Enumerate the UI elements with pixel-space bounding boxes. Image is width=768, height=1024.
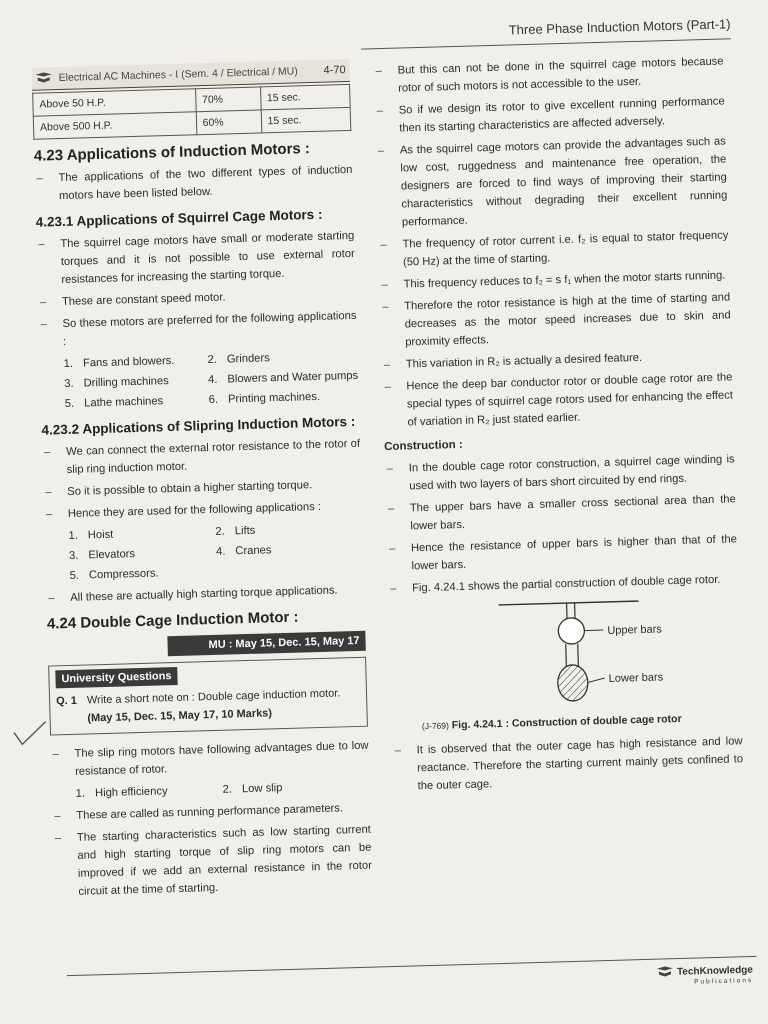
university-questions-box [48, 657, 368, 736]
table-cell: 70% [195, 87, 261, 112]
table-cell: 60% [196, 110, 262, 135]
pen-tick-mark [10, 718, 51, 749]
numbered-item: 1. Hoist [68, 528, 114, 542]
list-item: – It is observed that the outer cage has high resistance and low reactance. Therefore the starting current mainly gets confined to the outer cage. [392, 732, 743, 796]
publisher-brand [656, 964, 753, 989]
rotor-diagram [389, 594, 742, 714]
bullet-list [392, 732, 743, 796]
list-item: – These are constant speed motor. [38, 285, 356, 312]
list-item: – Hence the deep bar conductor rotor or double cage rotor are the special types of squirrel cage rotors used for enhancing the effect of variation in R₂ just stated earlier. [382, 368, 733, 432]
list-item: – The upper bars have a smaller cross sectional area than the lower bars. [386, 490, 737, 536]
mu-exam-badge: MU : May 15, Dec. 15, May 17 [167, 631, 365, 657]
chapter-title: Electrical AC Machines - I (Sem. 4 / Electrical / MU) [58, 65, 298, 85]
bullet-list [373, 52, 733, 432]
table-cell: Above 50 H.P. [33, 89, 196, 117]
list-item: – The slip ring motors have following advantages due to low resistance of rotor. [50, 737, 369, 782]
list-item: – This frequency reduces to f₂ = s f₁ when the motor starts running. [379, 266, 729, 294]
list-item: – The starting characteristics such as low starting current and high starting torque of slip ring motors can be improved if we add an external resistance in the rotor circuit at the time of starting. [53, 821, 373, 902]
upper-bar [558, 618, 585, 645]
numbered-item: 4. Blowers and Water pumps [207, 369, 359, 386]
list-item: – Therefore the rotor resistance is high at the time of starting and decreases as the motor speed increases due to skin and proximity effects. [380, 288, 731, 352]
numbered-item: 2. Grinders [207, 352, 270, 367]
bullet-list [385, 450, 739, 598]
question-number: Q. 1 [55, 694, 78, 708]
hp-table [32, 84, 351, 140]
rotor-surface-line [499, 601, 639, 605]
list-item: – Hence the resistance of upper bars is higher than that of the lower bars. [387, 530, 738, 576]
table-cell: 15 sec. [261, 107, 351, 132]
bullet-list [46, 581, 364, 608]
numbered-item: 6. Printing machines. [208, 390, 321, 406]
lower-bar [557, 665, 588, 702]
list-item: – As the squirrel cage motors can provide the advantages such as low cost, ruggedness and maintenance free operation, the designers are forced to find ways of improving their starting characteristics without degrading their excellent running performance. [376, 132, 728, 232]
list-item: – The squirrel cage motors have small or moderate starting torques and it is not possible to use external rotor resistances for increasing the starting torque. [36, 227, 355, 290]
numbered-item: 1. High efficiency [75, 785, 168, 800]
double-cage-rotor-figure [389, 594, 742, 714]
brand-name: TechKnowledge [676, 964, 754, 978]
bullet-list [34, 161, 353, 206]
bullet-list [52, 799, 373, 902]
list-item: – Hence they are used for the following applications : [44, 497, 362, 524]
list-item: – These are called as running performance parameters. [52, 799, 370, 826]
bullet-list [50, 737, 369, 782]
lower-bars-label: Lower bars [608, 671, 664, 685]
squirrel-cage-applications [63, 347, 359, 413]
slipring-applications [68, 519, 364, 585]
figure-caption: (J-769) Fig. 4.24.1 : Construction of double cage rotor [421, 712, 682, 732]
question-marks: (May 15, Dec. 15, May 17, 10 Marks) [87, 707, 273, 725]
publisher-logo-icon [656, 966, 674, 978]
section-heading-4-23-1: 4.23.1 Applications of Squirrel Cage Motors : [35, 206, 323, 230]
page-number: 4-70 [323, 64, 346, 77]
question-text: Write a short note on : Double cage induction motor. [86, 687, 341, 707]
section-heading-4-23: 4.23 Applications of Induction Motors : [33, 140, 311, 165]
running-head: Three Phase Induction Motors (Part-1) [508, 16, 731, 38]
list-item: – But this can not be done in the squirrel cage motors because rotor of such motors is not accessible to the user. [373, 52, 724, 98]
page-content [20, 8, 757, 1017]
footer-rule [67, 956, 757, 976]
numbered-item: 1. Fans and blowers. [63, 354, 175, 371]
numbered-item: 5. Compressors. [69, 567, 159, 582]
list-item: – We can connect the external rotor resistance to the rotor of slip ring induction motor. [42, 435, 361, 480]
bullet-list [36, 227, 357, 352]
list-item: – So if we design its rotor to give excellent running performance then its starting characteristics are affected adversely. [375, 92, 726, 138]
numbered-item: 2. Lifts [215, 524, 256, 538]
upper-bars-label: Upper bars [607, 623, 662, 637]
section-heading-4-23-2: 4.23.2 Applications of Slipring Induction Motors : [41, 413, 356, 438]
table-cell: Above 500 H.P. [33, 112, 196, 140]
uq-title: University Questions [55, 667, 178, 688]
publisher-logo-icon [36, 72, 52, 84]
numbered-item: 2. Low slip [222, 782, 283, 796]
list-item: – In the double cage rotor construction, a squirrel cage winding is used with two layers of bars short circuited by end rings. [385, 450, 736, 496]
list-item: – The frequency of rotor current i.e. f₂ is equal to stator frequency (50 Hz) at the time of starting. [378, 226, 729, 272]
bullet-list [42, 435, 362, 524]
right-column [373, 48, 744, 799]
list-item: – The applications of the two different types of induction motors have been listed below. [34, 161, 353, 206]
table-cell: 15 sec. [260, 84, 350, 109]
figure-code: (J-769) [421, 720, 450, 732]
numbered-item: 3. Elevators [68, 548, 136, 562]
list-item: – So these motors are preferred for the following applications : [38, 307, 357, 352]
list-item: – Fig. 4.24.1 shows the partial construction of double cage rotor. [388, 570, 738, 598]
head-rule [361, 38, 731, 49]
numbered-item: 4. Cranes [215, 544, 272, 558]
brand-tag: Publications [694, 977, 754, 986]
list-item: – This variation in R₂ is actually a desired feature. [382, 346, 732, 374]
numbered-item: 5. Lathe machines [64, 395, 164, 411]
section-heading-4-24: 4.24 Double Cage Induction Motor : [46, 608, 299, 633]
list-item: – So it is possible to obtain a higher starting torque. [43, 475, 361, 502]
left-column [31, 59, 372, 906]
numbered-item: 3. Drilling machines [64, 375, 169, 391]
construction-heading: Construction : [383, 438, 463, 454]
list-item: – All these are actually high starting torque applications. [46, 581, 364, 608]
